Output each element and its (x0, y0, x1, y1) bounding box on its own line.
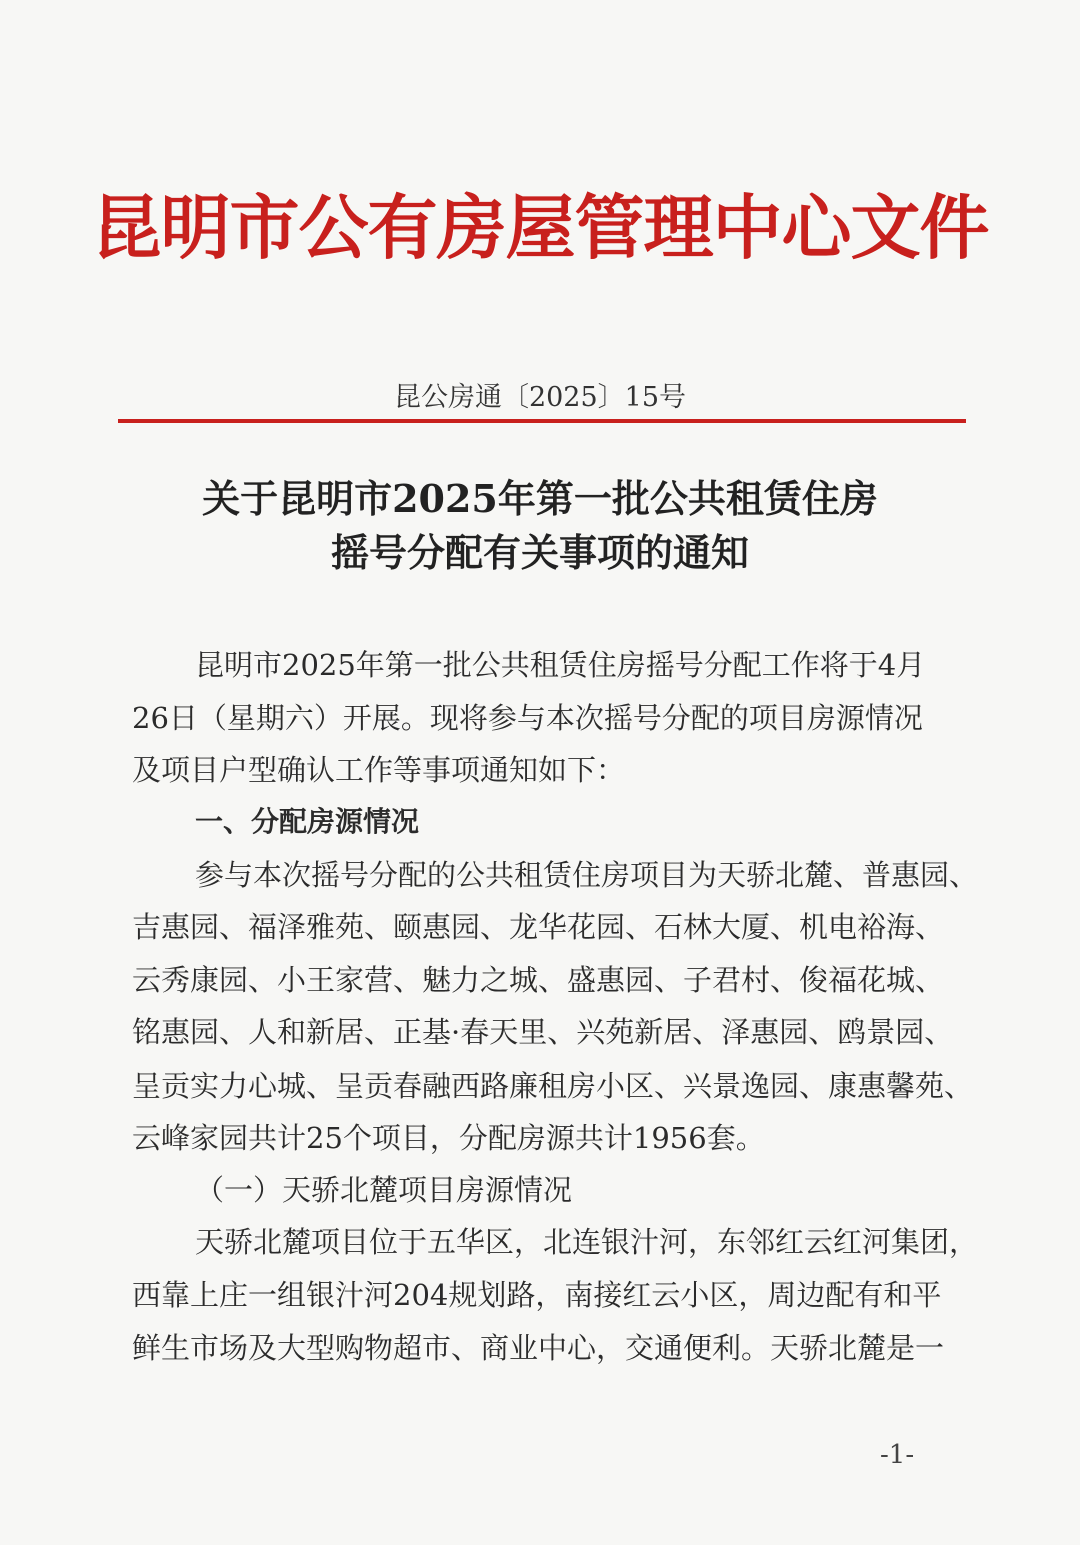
body-line: 及项目户型确认工作等事项通知如下： (132, 753, 626, 787)
body-line: 昆明市2025年第一批公共租赁住房摇号分配工作将于4月 (195, 648, 926, 682)
document-number: 昆公房通〔2025〕15号 (393, 382, 687, 413)
body-line: 西靠上庄一组银汁河204规划路，南接红云小区，周边配有和平 (132, 1278, 942, 1312)
body-line: 参与本次摇号分配的公共租赁住房项目为天骄北麓、普惠园、 (195, 858, 979, 892)
notice-title-line-1: 关于昆明市2025年第一批公共租赁住房 (202, 476, 878, 521)
section-heading: 一、分配房源情况 (195, 805, 420, 838)
body-line: 26日（星期六）开展。现将参与本次摇号分配的项目房源情况 (132, 701, 923, 735)
body-line: 云秀康园、小王家营、魅力之城、盛惠园、子君村、俊福花城、 (132, 963, 945, 997)
issuing-authority-title: 昆明市公有房屋管理中心文件 (91, 186, 989, 269)
body-line: 铭惠园、人和新居、正基·春天里、兴苑新居、泽惠园、鸥景园、 (132, 1015, 954, 1049)
body-line: 鲜生市场及大型购物超市、商业中心，交通便利。天骄北麓是一 (132, 1331, 945, 1365)
body-line: 云峰家园共计25个项目，分配房源共计1956套。 (132, 1121, 765, 1155)
subsection-heading: （一）天骄北麓项目房源情况 (195, 1173, 573, 1207)
body-line: 天骄北麓项目位于五华区，北连银汁河，东邻红云红河集团， (195, 1225, 979, 1259)
body-line: 吉惠园、福泽雅苑、颐惠园、龙华花园、石林大厦、机电裕海、 (132, 910, 945, 944)
notice-title-line-2: 摇号分配有关事项的通知 (330, 530, 749, 575)
red-separator-line (118, 419, 966, 423)
page-number: -1- (880, 1440, 915, 1470)
body-line: 呈贡实力心城、呈贡春融西路廉租房小区、兴景逸园、康惠馨苑、 (132, 1069, 974, 1103)
